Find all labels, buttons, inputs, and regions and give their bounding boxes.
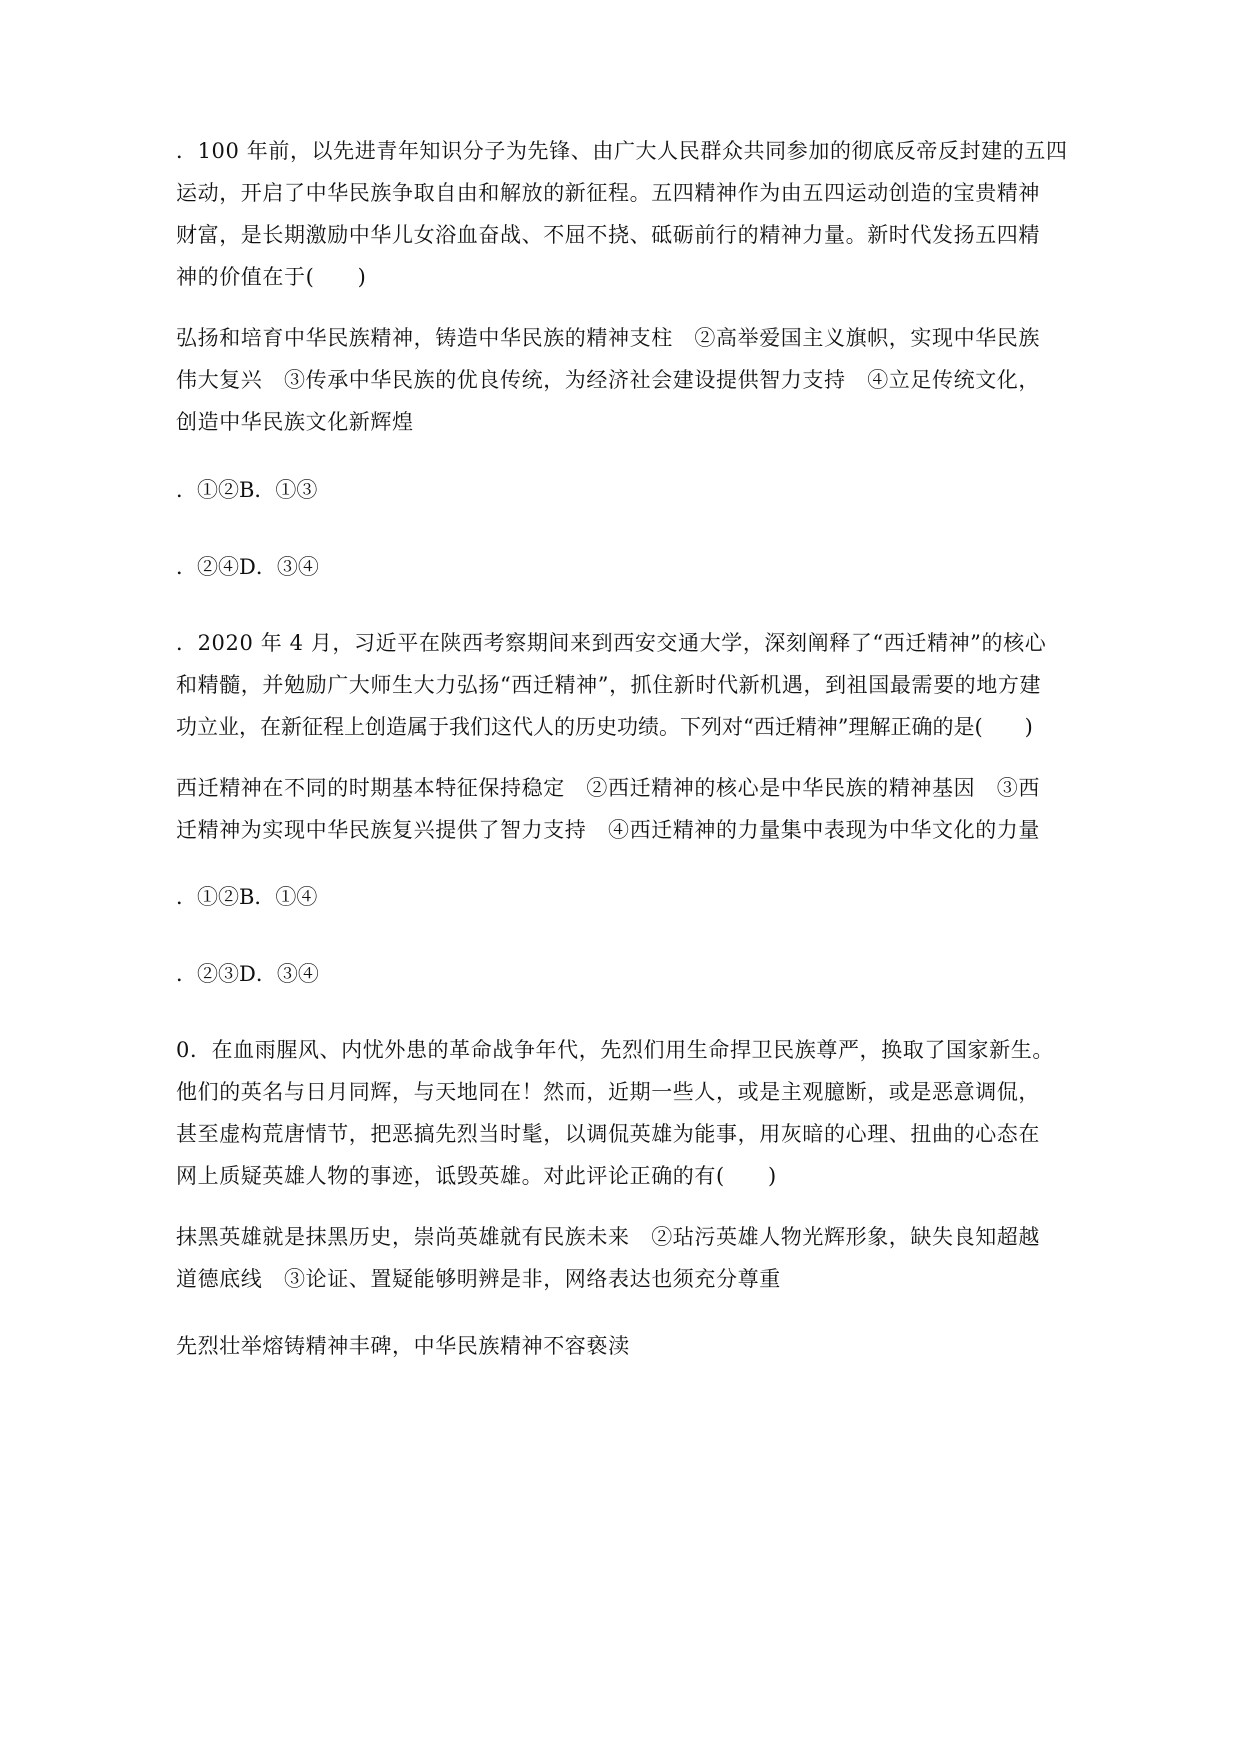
question-3-stem xyxy=(176,1029,1068,1197)
question-3-extra-statement xyxy=(176,1325,1068,1367)
question-text-line: 功立业，在新征程上创造属于我们这代人的历史功绩。下列对“西迁精神”理解正确的是( ) xyxy=(176,715,1033,739)
question-text-line: 财富，是长期激励中华儿女浴血奋战、不屈不挠、砥砺前行的精神力量。新时代发扬五四精 xyxy=(176,223,1040,247)
question-text-line: 甚至虚构荒唐情节，把恶搞先烈当时髦，以调侃英雄为能事，用灰暗的心理、扭曲的心态在 xyxy=(176,1122,1040,1146)
question-text-line: ．2020 年 4 月，习近平在陕西考察期间来到西安交通大学，深刻阐释了“西迁精神”的核心 xyxy=(176,631,1047,655)
question-2-statements xyxy=(176,767,1068,851)
answer-options-line: ．①②B．①④ xyxy=(176,885,318,909)
statement-text-line: 创造中华民族文化新辉煌 xyxy=(176,410,414,434)
statement-text-line: 抹黑英雄就是抹黑历史，崇尚英雄就有民族未来 ②玷污英雄人物光辉形象，缺失良知超越 xyxy=(176,1225,1040,1249)
question-text-line: 0．在血雨腥风、内忧外患的革命战争年代，先烈们用生命捍卫民族尊严，换取了国家新生。 xyxy=(176,1038,1054,1062)
answer-options-line: ．①②B．①③ xyxy=(176,478,318,502)
statement-text-line: 伟大复兴 ③传承中华民族的优良传统，为经济社会建设提供智力支持 ④立足传统文化， xyxy=(176,368,1040,392)
question-1-options-row-1 xyxy=(176,469,1068,511)
question-2-options-row-2 xyxy=(176,953,1068,995)
question-text-line: 他们的英名与日月同辉，与天地同在！然而，近期一些人，或是主观臆断，或是恶意调侃， xyxy=(176,1080,1040,1104)
statement-text-line: 道德底线 ③论证、置疑能够明辨是非，网络表达也须充分尊重 xyxy=(176,1267,781,1291)
statement-text-line: 西迁精神在不同的时期基本特征保持稳定 ②西迁精神的核心是中华民族的精神基因 ③西 xyxy=(176,776,1040,800)
question-2-stem xyxy=(176,622,1068,748)
statement-text-line: 弘扬和培育中华民族精神，铸造中华民族的精神支柱 ②高举爱国主义旗帜，实现中华民族 xyxy=(176,326,1040,350)
answer-options-line: ．②③D．③④ xyxy=(176,962,319,986)
statement-text-line: 迁精神为实现中华民族复兴提供了智力支持 ④西迁精神的力量集中表现为中华文化的力量 xyxy=(176,818,1040,842)
answer-options-line: ．②④D．③④ xyxy=(176,555,319,579)
question-text-line: ．100 年前，以先进青年知识分子为先锋、由广大人民群众共同参加的彻底反帝反封建的五四 xyxy=(176,139,1068,163)
question-text-line: 网上质疑英雄人物的事迹，诋毁英雄。对此评论正确的有( ) xyxy=(176,1164,777,1188)
question-text-line: 运动，开启了中华民族争取自由和解放的新征程。五四精神作为由五四运动创造的宝贵精神 xyxy=(176,181,1040,205)
question-3-statements xyxy=(176,1216,1068,1300)
statement-text-line: 先烈壮举熔铸精神丰碑，中华民族精神不容亵渎 xyxy=(176,1334,630,1358)
question-text-line: 和精髓，并勉励广大师生大力弘扬“西迁精神”，抓住新时代新机遇，到祖国最需要的地方建 xyxy=(176,673,1042,697)
question-2-options-row-1 xyxy=(176,876,1068,918)
question-1-options-row-2 xyxy=(176,546,1068,588)
question-text-line: 神的价值在于( ) xyxy=(176,265,367,289)
question-1-statements xyxy=(176,317,1068,443)
question-1-stem xyxy=(176,130,1068,298)
